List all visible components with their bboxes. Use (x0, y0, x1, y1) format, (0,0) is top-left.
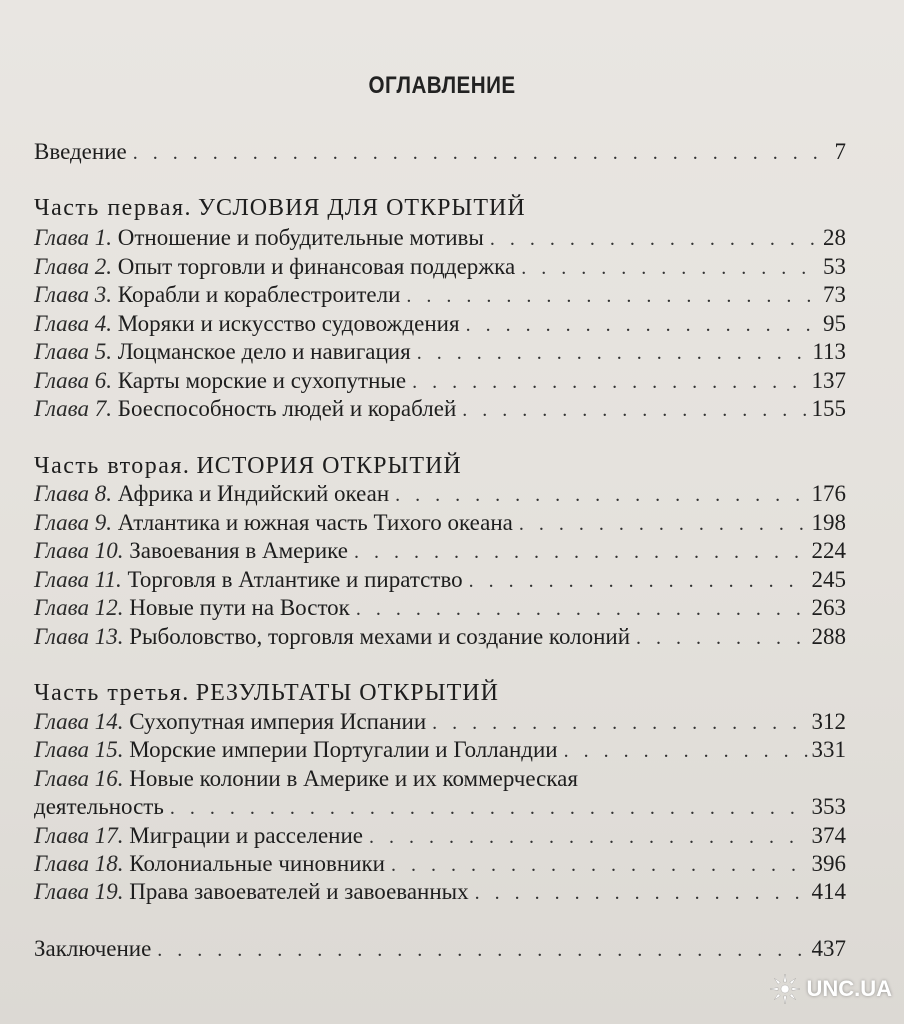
entry-title: Новые пути на Восток (129, 595, 350, 620)
entry-title: Африка и Индийский океан (117, 481, 390, 506)
toc-entry (34, 280, 846, 310)
part-lead: Часть вторая. (34, 453, 191, 479)
toc-entry (34, 593, 846, 623)
entry-title: Завоевания в Америке (129, 538, 348, 563)
entry-title: Сухопутная империя Испании (129, 709, 427, 734)
chapter-number: Глава 2. (34, 254, 112, 279)
chapter-number: Глава 4. (34, 311, 112, 336)
page-number: 53 (823, 254, 846, 279)
toc-entry (34, 252, 846, 282)
part-lead: Часть третья. (34, 680, 190, 706)
chapter-number: Глава 12. (34, 595, 124, 620)
part-caption: РЕЗУЛЬТАТЫ ОТКРЫТИЙ (195, 680, 499, 706)
chapter-number: Глава 16. (34, 766, 124, 791)
entry-title: Права завоевателей и завоеванных (129, 879, 469, 904)
toc-entry-intro (34, 137, 846, 167)
leader-dots (564, 736, 808, 766)
toc-entry (34, 707, 846, 737)
leader-dots (391, 850, 808, 880)
toc-entry (34, 479, 846, 509)
part-heading-1 (34, 193, 526, 223)
chapter-number: Глава 10. (34, 538, 124, 563)
leader-dots (412, 367, 807, 397)
page-number: 95 (823, 311, 846, 336)
toc-entry (34, 792, 846, 822)
page-number: 245 (811, 567, 846, 592)
leader-dots (369, 822, 807, 852)
toc-entry (34, 309, 846, 339)
chapter-number: Глава 1. (34, 225, 112, 250)
leader-dots (490, 224, 819, 254)
toc-entry (34, 337, 846, 367)
part-lead: Часть первая. (34, 195, 193, 221)
page-number: 113 (812, 339, 846, 364)
toc-entry (34, 849, 846, 879)
leader-dots (170, 793, 808, 823)
chapter-number: Глава 9. (34, 510, 112, 535)
page-number: 331 (811, 737, 846, 762)
toc-entry (34, 735, 846, 765)
chapter-number: Глава 8. (34, 481, 112, 506)
chapter-number: Глава 7. (34, 396, 112, 421)
page-number: 312 (811, 709, 846, 734)
toc-entry (34, 536, 846, 566)
entry-title: Новые колонии в Америке и их коммерческая (129, 766, 578, 791)
chapter-number: Глава 19. (34, 879, 124, 904)
leader-dots (475, 878, 808, 908)
leader-dots (133, 138, 831, 168)
page-title: ОГЛАВЛЕНИЕ (368, 72, 516, 99)
toc-entry (34, 508, 846, 538)
entry-title: Колониальные чиновники (129, 851, 385, 876)
leader-dots (157, 935, 807, 965)
leader-dots (519, 509, 808, 539)
leader-dots (417, 338, 809, 368)
toc-entry (34, 877, 846, 907)
entry-title: Атлантика и южная часть Тихого океана (117, 510, 513, 535)
leader-dots (354, 537, 808, 567)
page-number: 73 (823, 282, 846, 307)
toc-entry (34, 366, 846, 396)
page-number: 263 (811, 595, 846, 620)
chapter-number: Глава 11. (34, 567, 122, 592)
page-number: 224 (811, 538, 846, 563)
toc-entry (34, 223, 846, 253)
entry-title: Введение (34, 139, 127, 164)
page-number: 7 (834, 139, 846, 164)
page-number: 414 (811, 879, 846, 904)
leader-dots (406, 281, 819, 311)
chapter-number: Глава 6. (34, 368, 112, 393)
entry-title: Отношение и побудительные мотивы (117, 225, 484, 250)
leader-dots (521, 253, 819, 283)
chapter-number: Глава 3. (34, 282, 112, 307)
watermark-text: UNC.UA (806, 976, 892, 1001)
toc-entry-first-line (34, 764, 578, 794)
page-number: 374 (811, 823, 846, 848)
toc-entry (34, 565, 846, 595)
toc-entry (34, 394, 846, 424)
leader-dots (636, 623, 807, 653)
entry-title: Рыболовство, торговля мехами и создание колоний (129, 624, 631, 649)
entry-title: Боеспособность людей и кораблей (117, 396, 457, 421)
chapter-number: Глава 13. (34, 624, 124, 649)
page-number: 198 (811, 510, 846, 535)
page-number: 288 (811, 624, 846, 649)
toc-entry (34, 622, 846, 652)
chapter-number: Глава 15. (34, 737, 124, 762)
entry-title: Заключение (34, 936, 152, 961)
page-number: 353 (811, 794, 846, 819)
entry-title-continuation: деятельность (34, 794, 164, 819)
leader-dots (466, 310, 819, 340)
chapter-number: Глава 17. (34, 823, 124, 848)
entry-title: Торговля в Атлантике и пиратство (127, 567, 463, 592)
chapter-number: Глава 14. (34, 709, 124, 734)
leader-dots (395, 480, 807, 510)
leader-dots (469, 566, 808, 596)
part-caption: ИСТОРИЯ ОТКРЫТИЙ (196, 453, 462, 479)
chapter-number: Глава 5. (34, 339, 112, 364)
watermark (768, 972, 892, 1006)
toc-entry (34, 821, 846, 851)
leader-dots (432, 708, 807, 738)
part-caption: УСЛОВИЯ ДЛЯ ОТКРЫТИЙ (198, 195, 526, 221)
leader-dots (356, 594, 808, 624)
page-number: 176 (811, 481, 846, 506)
page-number: 137 (811, 368, 846, 393)
entry-title: Морские империи Португалии и Голландии (129, 737, 558, 762)
part-heading-3 (34, 678, 499, 708)
page-number: 437 (811, 936, 846, 961)
entry-title: Опыт торговли и финансовая поддержка (117, 254, 516, 279)
entry-title: Моряки и искусство судовождения (117, 311, 460, 336)
part-heading-2 (34, 451, 462, 481)
toc-entry-conclusion (34, 934, 846, 964)
entry-title: Миграции и расселение (129, 823, 364, 848)
sun-logo-icon (768, 972, 802, 1006)
page-number: 396 (811, 851, 846, 876)
entry-title: Лоцманское дело и навигация (117, 339, 411, 364)
page-number: 155 (811, 396, 846, 421)
chapter-number: Глава 18. (34, 851, 124, 876)
page-number: 28 (823, 225, 846, 250)
entry-title: Корабли и кораблестроители (117, 282, 401, 307)
leader-dots (462, 395, 807, 425)
entry-title: Карты морские и сухопутные (117, 368, 407, 393)
